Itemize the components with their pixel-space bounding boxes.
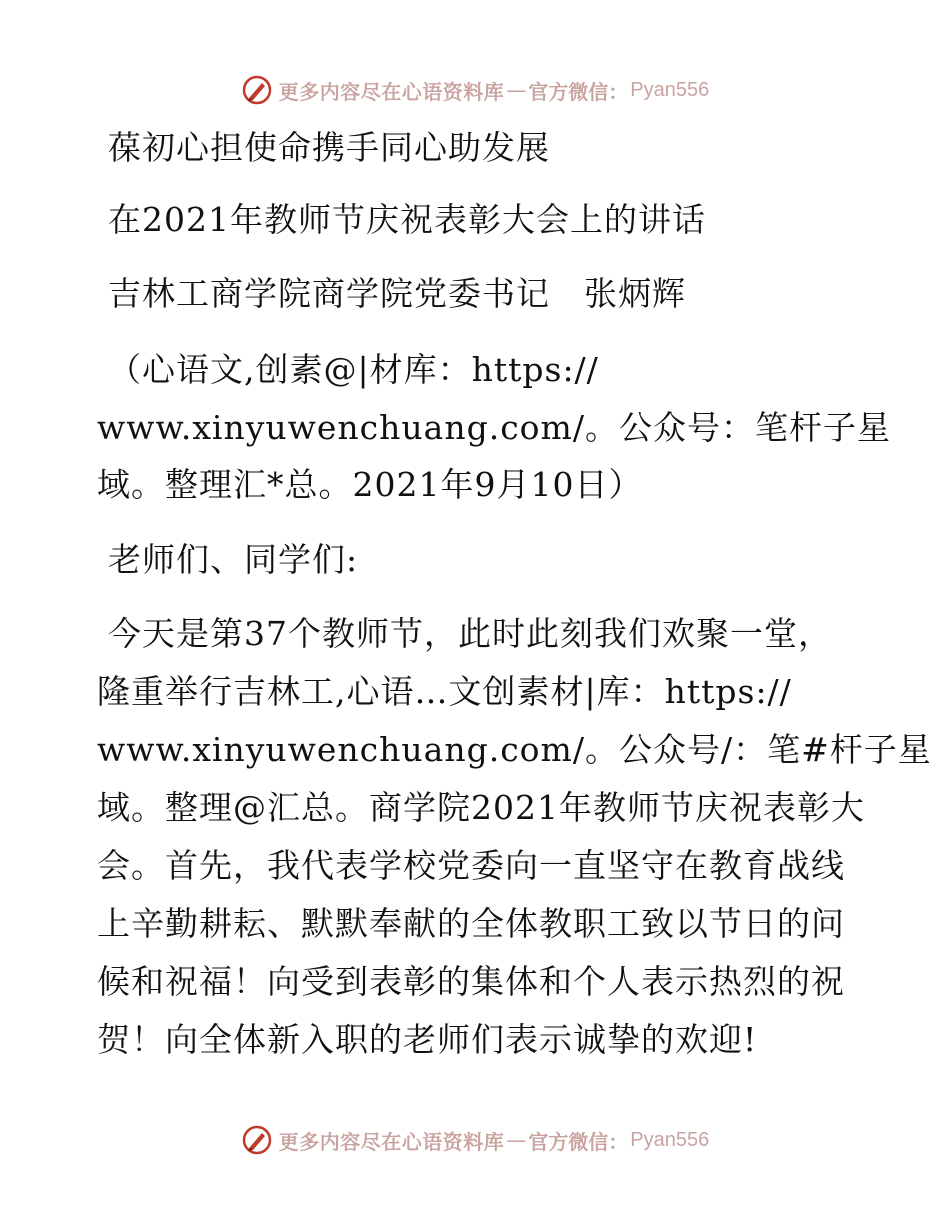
footer-banner xyxy=(0,1120,950,1160)
body-line: 隆重举行吉林工,心语…文创素材|库：https:// xyxy=(97,672,792,711)
note-line: 域。整理汇*总。2021年9月10日） xyxy=(97,465,643,504)
pen-logo-icon xyxy=(241,1124,273,1156)
document-subtitle: 在2021年教师节庆祝表彰大会上的讲话 xyxy=(108,200,706,239)
banner-text: 更多内容尽在心语资料库 xyxy=(278,1129,505,1154)
document-title: 葆初心担使命携手同心助发展 xyxy=(108,128,550,167)
document-author: 吉林工商学院商学院党委书记 张炳辉 xyxy=(108,274,686,313)
banner-separator: — xyxy=(506,78,527,102)
note-line: （心语文,创素@|材库：https:// xyxy=(108,350,599,389)
banner-wechat-label: 官方微信： xyxy=(528,1129,629,1154)
body-line: 会。首先，我代表学校党委向一直坚守在教育战线 xyxy=(97,846,845,885)
header-banner xyxy=(0,70,950,110)
note-line: www.xinyuwenchuang.com/。公众号：笔杆子星 xyxy=(97,408,891,447)
banner-separator: — xyxy=(506,1128,527,1152)
banner-wechat-id: Pyan556 xyxy=(630,78,710,101)
body-line: www.xinyuwenchuang.com/。公众号/：笔#杆子星 xyxy=(97,730,932,769)
greeting: 老师们、同学们: xyxy=(108,540,359,579)
body-line: 今天是第37个教师节，此时此刻我们欢聚一堂， xyxy=(108,614,832,653)
body-line: 候和祝福！向受到表彰的集体和个人表示热烈的祝 xyxy=(97,962,845,1001)
body-line: 域。整理@汇总。商学院2021年教师节庆祝表彰大 xyxy=(97,788,865,827)
body-line: 贺！向全体新入职的老师们表示诚挚的欢迎! xyxy=(97,1020,758,1059)
banner-wechat-label: 官方微信： xyxy=(528,79,629,104)
banner-text: 更多内容尽在心语资料库 xyxy=(278,79,505,104)
pen-logo-icon xyxy=(241,74,273,106)
banner-wechat-id: Pyan556 xyxy=(630,1128,710,1151)
body-line: 上辛勤耕耘、默默奉献的全体教职工致以节日的问 xyxy=(97,904,845,943)
